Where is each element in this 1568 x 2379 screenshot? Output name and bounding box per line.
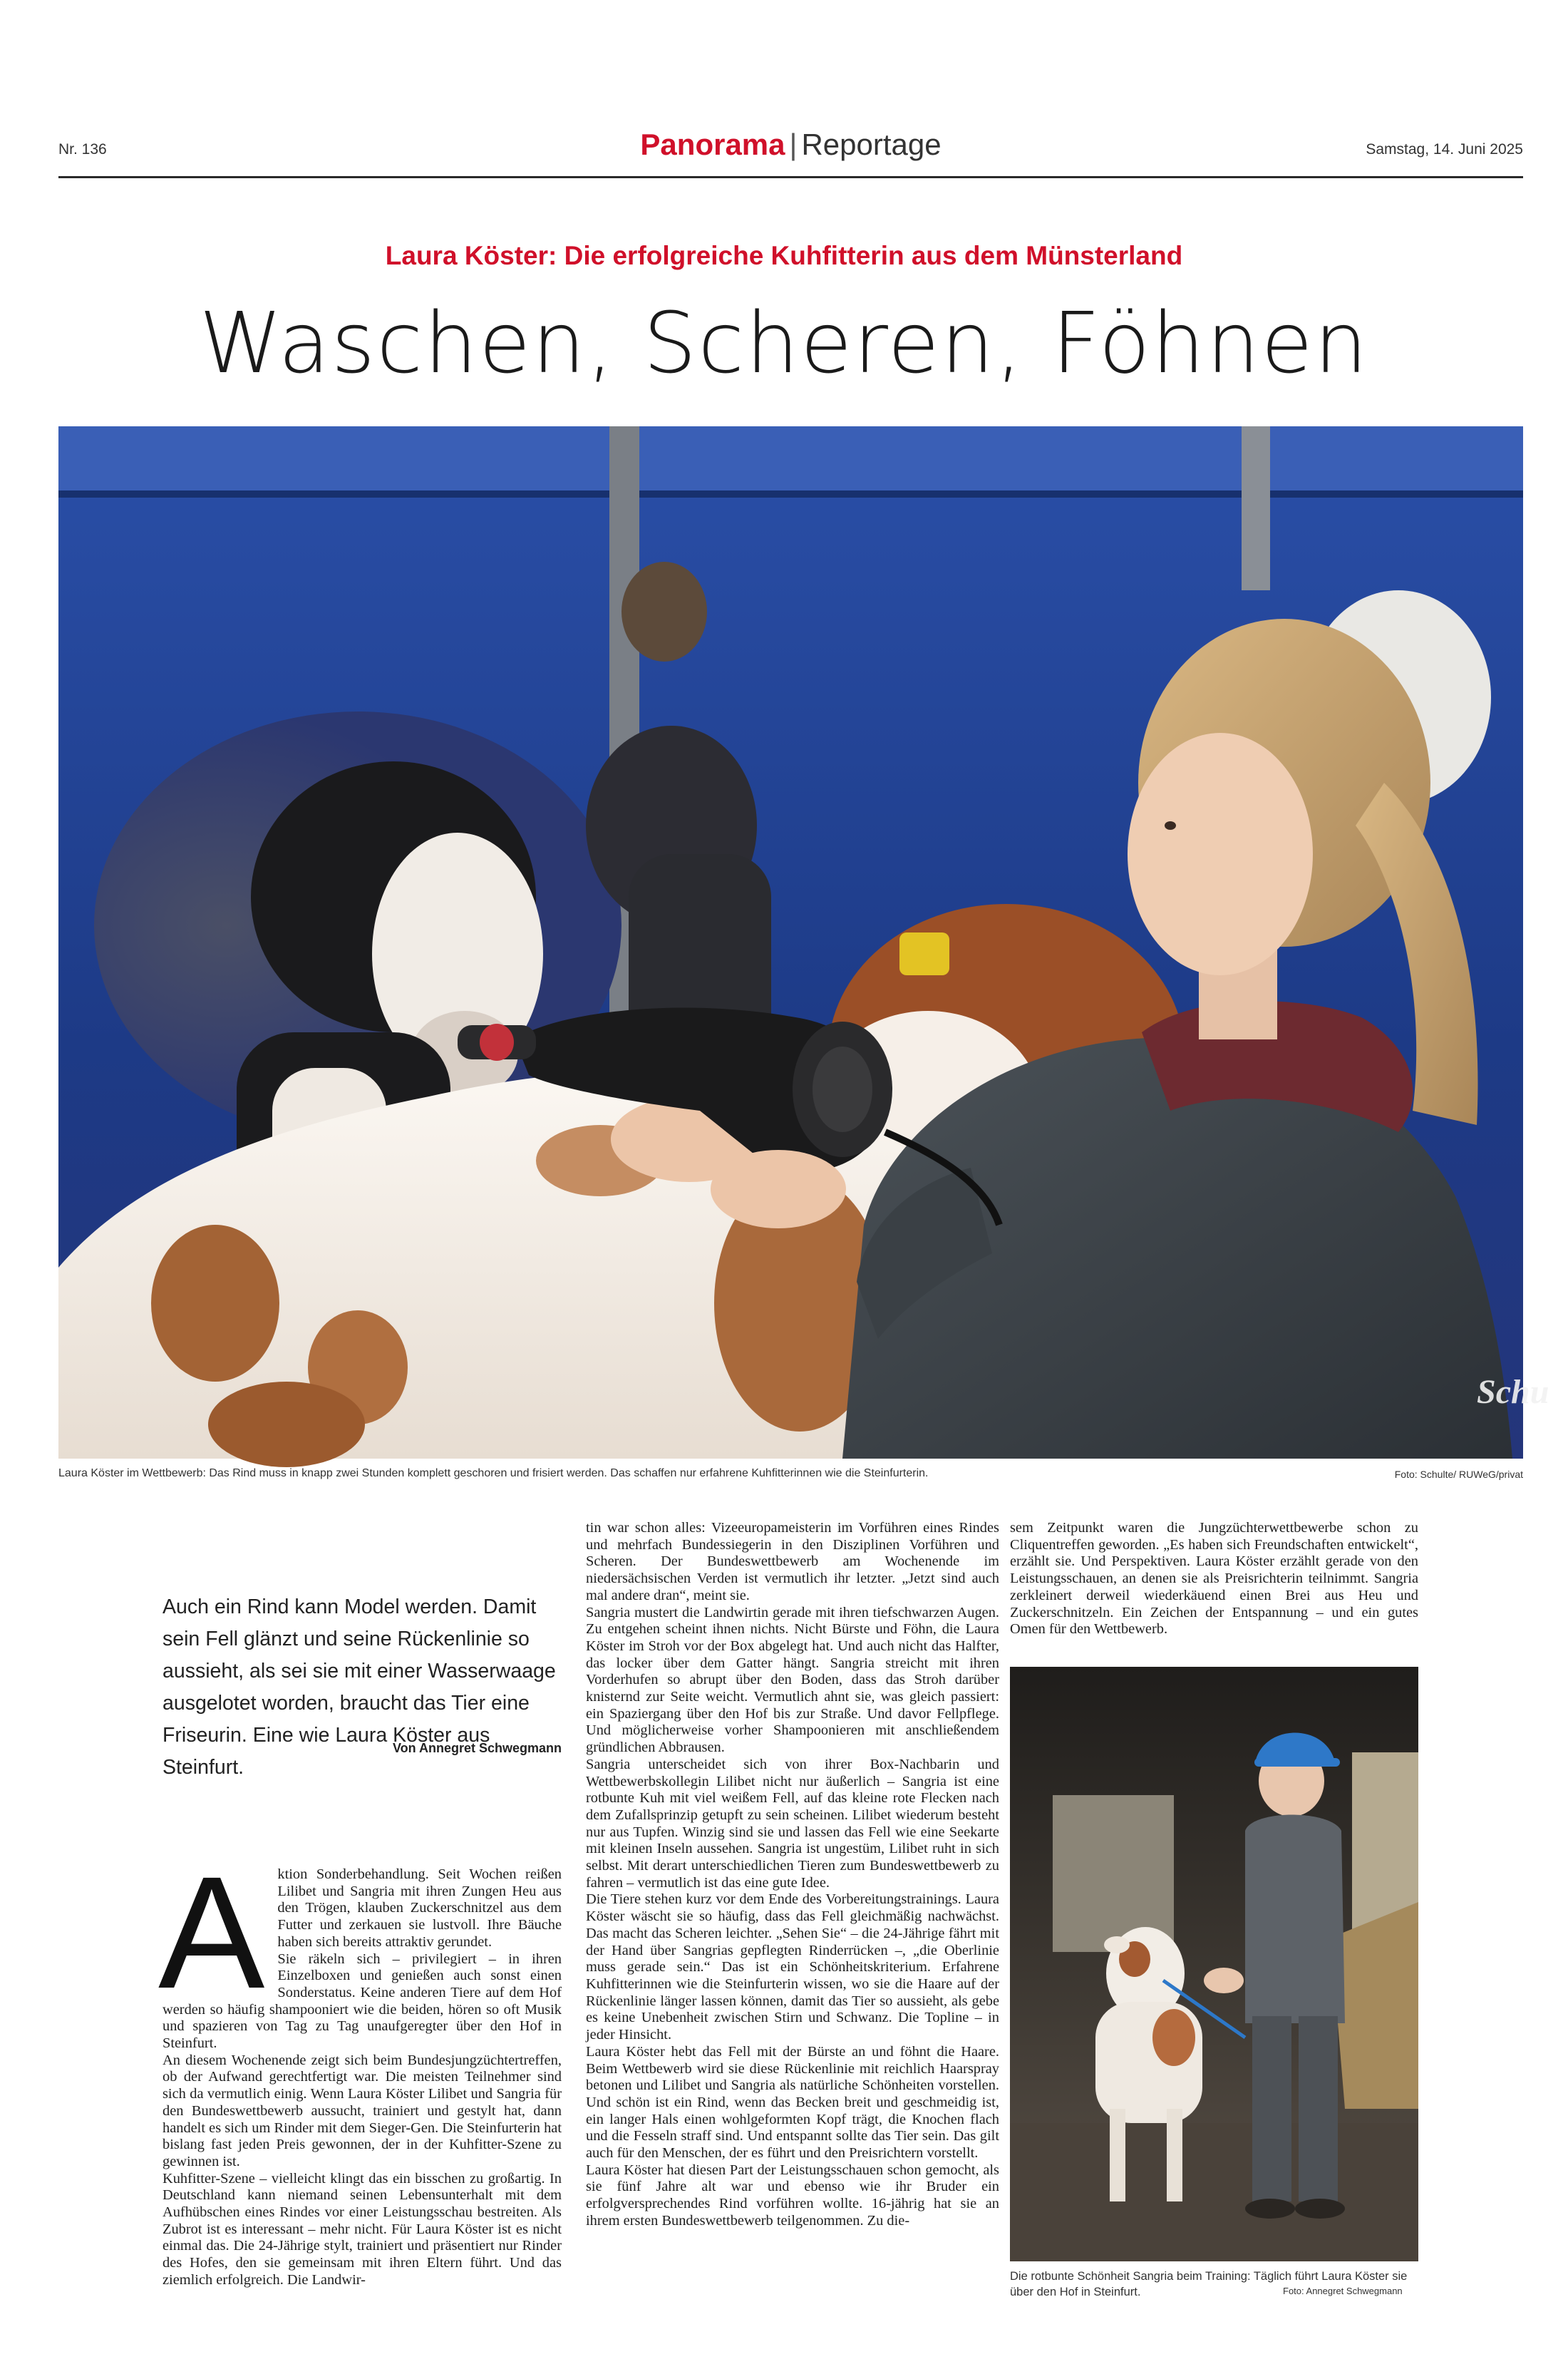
secondary-photo-illustration bbox=[1010, 1667, 1418, 2261]
page-header bbox=[58, 121, 1523, 178]
paragraph: Sangria mustert die Landwirtin gerade mit ihren tiefschwarzen Augen. Zu entgehen scheint ihnen nichts. Nicht Bürste und Föhn, die Laura Köster im Stroh vor der Box abgelegt hat. Und auch nicht das Halfter, das locker über dem Gatter hängt. Sangria streicht mit ihren Vorderhufen so abrupt über den Boden, dass das Stroh darüber knisternd zur Seite weicht. Vermutlich ahnt sie, was gleich passiert: ein Spaziergang über den Hof bis zur Straße. Und davor Fellpflege. Und möglicherweise vorher Shampoonieren mit anschließendem gründlichen Abbrausen. bbox=[586, 1604, 999, 1756]
section-title bbox=[58, 127, 1523, 163]
paragraph: An diesem Wochenende zeigt sich beim Bundesjungzüchtertreffen, ob der Aufwand gerechtfertigt war. Die meisten Teilnehmer sind sich da vermutlich einig. Wenn Laura Köster Lilibet und Sangria für den Bundeswettbewerb aussucht, trainiert und gestylt hat, dann handelt es sich um Rinder mit dem Sieger-Gen. Die Steinfurterin hat bislang fast jeden Preis gewonnen, der in der Kuhfitter-Szene zu gewinnen ist. bbox=[163, 2052, 562, 2169]
secondary-photo-credit: Foto: Annegret Schwegmann bbox=[1283, 2286, 1403, 2296]
photo-watermark: Schu bbox=[1477, 1373, 1549, 1411]
section-subname: Reportage bbox=[801, 128, 942, 161]
section-separator: | bbox=[789, 128, 798, 161]
paragraph: Laura Köster hebt das Fell mit der Bürste an und föhnt die Haare. Beim Wettbewerb wird sie diese Rückenlinie mit reichlich Haarspray betonen und Lilibet und Sangria als natürliche Schönheiten vorstellen. Und schön ist ein Rind, wenn das Becken breit und geschmeidig ist, ein langer Hals einen wohlgeformten Kopf trägt, die Knochen flach und die Fesseln straff sind. Und entspannt sollte das Tier sein. Das gilt auch für den Menschen, der es führt und den Preisrichtern vorstellt. bbox=[586, 2043, 999, 2162]
main-photo-caption: Laura Köster im Wettbewerb: Das Rind muss in knapp zwei Stunden komplett geschoren und frisiert werden. Das schaffen nur erfahrene Kuhfitterinnen wie die Steinfurterin. bbox=[58, 1467, 929, 1479]
paragraph: tin war schon alles: Vizeeuropameisterin im Vorführen eines Rindes und mehrfach Bundessiegerin in den Disziplinen Vorführen und Scheren. Der Bundeswettbewerb am Wochenende im niedersächsischen Verden ist vermutlich ihr letzter. „Jetzt sind auch mal andere dran“, meint sie. bbox=[586, 1520, 999, 1603]
issue-date: Samstag, 14. Juni 2025 bbox=[1366, 141, 1523, 158]
article-teaser: Auch ein Rind kann Model werden. Damit sein Fell glänzt und seine Rückenlinie so aussieht, als sei sie mit einer Wasserwaage ausgelotet worden, braucht das Tier eine Friseurin. Eine wie Laura Köster aus Steinfurt. bbox=[163, 1596, 556, 1779]
main-photo-credit: Foto: Schulte/ RUWeG/privat bbox=[1394, 1469, 1523, 1480]
article-column-3 bbox=[1010, 1520, 1418, 1638]
paragraph: Die Tiere stehen kurz vor dem Ende des Vorbereitungstrainings. Laura Köster wäscht sie so häufig, dass das Fell gleichmäßig nachwächst. Das macht das Scheren leichter. „Sehen Sie“ – die 24-Jährige fährt mit der Hand über Sangrias gepflegten Rinderrücken –, „die Oberlinie muss gerade sein.“ Das ist ein Schönheitskriterium. Erfahrene Kuhfitterinnen wie die Steinfurterin wissen, wo sie die Haare auf der Rückenlinie länger lassen können, damit das Tier so aussieht, als gebe es keine Unebenheit zwischen Stirn und Schwanz. Die Topline – in jeder Hinsicht. bbox=[586, 1891, 999, 2043]
paragraph: Sangria unterscheidet sich von ihrer Box-Nachbarin und Wettbewerbskollegin Lilibet nicht nur äußerlich – Sangria ist eine rotbunte Kuh mit viel weißem Fell, auf das kleine rote Flecken nach dem Zufallsprinzip getupft zu sein scheinen. Lilibet wiederum besteht nur aus Tupfen. Winzig sind sie und lassen das Fell wie eine Seekarte mit kleinen Inseln aussehen. Sangria ist ungestüm, Lilibet ruht in sich selbst. Mit derart unterschiedlichen Tieren zum Bundeswettbewerb zu fahren – vermutlich ist das eine gute Idee. bbox=[586, 1756, 999, 1891]
secondary-photo-caption: Die rotbunte Schönheit Sangria beim Training: Täglich führt Laura Köster sie über den Hof in Steinfurt. bbox=[1010, 2270, 1408, 2298]
main-photo-illustration bbox=[58, 426, 1549, 1459]
article-column-2 bbox=[586, 1520, 999, 2230]
issue-number: Nr. 136 bbox=[58, 141, 107, 158]
section-name: Panorama bbox=[640, 128, 785, 161]
article-headline: Waschen, Scheren, Föhnen bbox=[199, 294, 1369, 392]
paragraph: ktion Sonderbehandlung. Seit Wochen reißen Lilibet und Sangria mit ihren Zungen Heu aus den Trögen, klauben Zuckerschnitzel aus dem Futter und zerkauen sie lustvoll. Ihre Bäuche haben sich bereits attraktiv gerundet. bbox=[277, 1866, 562, 1950]
paragraph: sem Zeitpunkt waren die Jungzüchterwettbewerbe schon zu Cliquentreffen geworden. „Es haben sich Freundschaften entwickelt“, erzählt sie. Und Perspektiven. Laura Köster erzählt gerade von den Leistungsschauen, an denen sie als Preisrichterin teilnimmt. Sangria zerkleinert derweil wiederkäuend einen Brei aus Heu und Zuckerschnitzeln. Ein Zeichen der Entspannung – und ein gutes Omen für den Wettbewerb. bbox=[1010, 1520, 1418, 1638]
article-kicker: Laura Köster: Die erfolgreiche Kuhfitterin aus dem Münsterland bbox=[385, 241, 1183, 270]
article-column-1 bbox=[158, 1844, 562, 2289]
main-photo bbox=[58, 426, 1549, 1459]
paragraph: Kuhfitter-Szene – vielleicht klingt das ein bisschen zu großartig. In Deutschland kann niemand seinen Lebensunterhalt mit dem Aufhübschen eines Rindes vor einer Leistungsschau bestreiten. Als Zubrot ist es interessant – mehr nicht. Für Laura Köster ist es nicht einmal das. Die 24-Jährige stylt, trainiert und präsentiert nur Rinder des Hofes, den sie gemeinsam mit ihren Eltern führt. Und das ziemlich erfolgreich. Die Landwir- bbox=[163, 2170, 562, 2288]
paragraph: Sie räkeln sich – privilegiert – in ihren Einzelboxen und genießen auch sonst einen Sonderstatus. Keine anderen Tiere auf dem Hof werden so häufig shampooniert wie die beiden, hören so oft Musik und spazieren von Tag zu Tag unaufgeregter über den Hof in Steinfurt. bbox=[163, 1951, 562, 2052]
paragraph: Laura Köster hat diesen Part der Leistungsschauen schon gemocht, als sie fünf Jahre alt war und ebenso wie ihr Bruder ein erfolgversprechendes Rind vorführen wollte. 16-jährig hat sie an ihrem ersten Bundeswettbewerb teilgenommen. Zu die- bbox=[586, 2162, 999, 2229]
drop-cap: A bbox=[158, 1844, 265, 2022]
secondary-photo bbox=[1010, 1667, 1418, 2261]
article-byline: Von Annegret Schwegmann bbox=[392, 1741, 562, 1755]
